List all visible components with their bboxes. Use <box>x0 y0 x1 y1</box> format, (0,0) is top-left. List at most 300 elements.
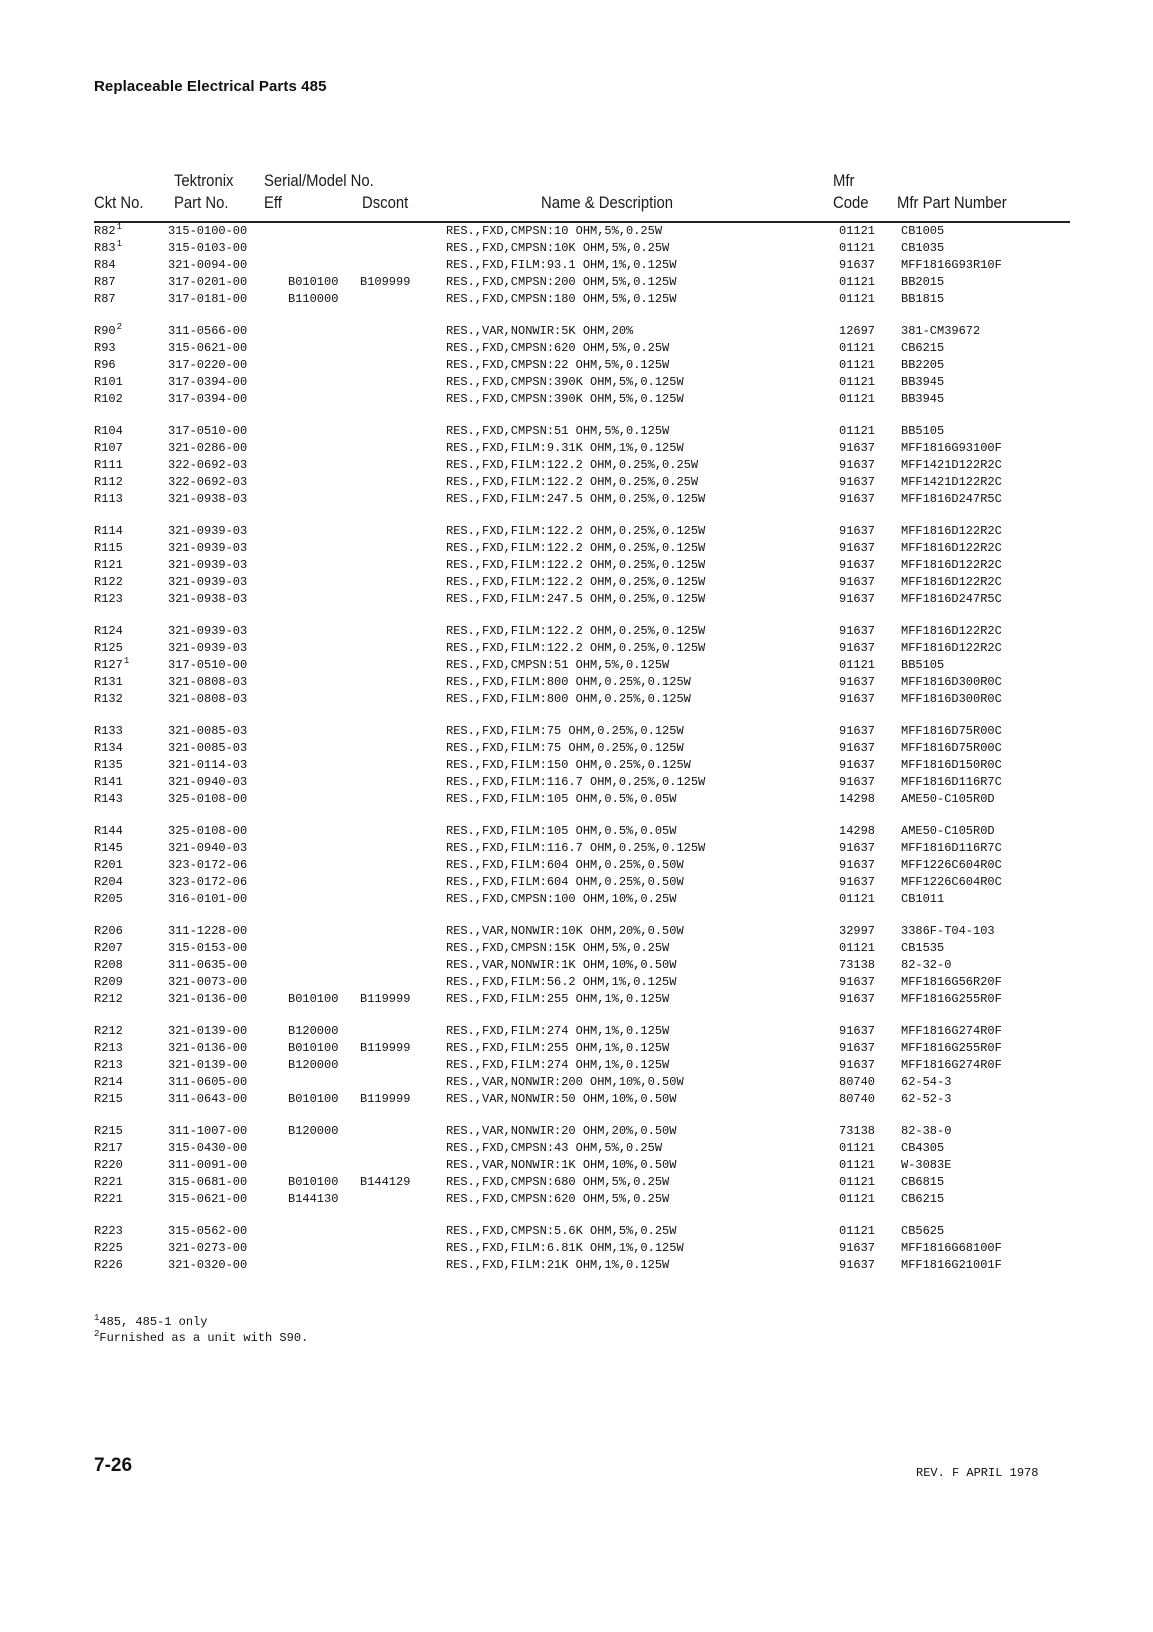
cell-mfr-code: 32997 <box>839 924 876 938</box>
cell-part-no: 311-0643-00 <box>168 1091 248 1106</box>
cell-part-no: 315-0100-00 <box>168 224 248 238</box>
cell-mfr-code: 01121 <box>839 374 876 389</box>
cell-mfr-code: 91637 <box>839 491 876 506</box>
cell-mfr-code: 01121 <box>839 224 876 238</box>
cell-part-no: 321-0136-00 <box>168 1040 248 1055</box>
cell-ckt-no: R217 <box>94 1140 123 1155</box>
cell-ckt-no: R223 <box>94 1224 123 1238</box>
cell-mfr-code: 01121 <box>839 1140 876 1155</box>
cell-ckt-no: R215 <box>94 1124 123 1138</box>
cell-description: RES.,VAR,NONWIR:10K OHM,20%,0.50W <box>446 924 684 938</box>
cell-mfr-code: 01121 <box>839 340 876 355</box>
cell-description: RES.,FXD,FILM:122.2 OHM,0.25%,0.125W <box>446 640 706 655</box>
footnote-text: 485, 485-1 only <box>99 1315 208 1329</box>
cell-part-no: 321-0286-00 <box>168 440 248 455</box>
cell-description: RES.,FXD,FILM:274 OHM,1%,0.125W <box>446 1024 670 1038</box>
cell-mfr-code: 91637 <box>839 840 876 855</box>
cell-dscont: B119999 <box>360 991 411 1006</box>
cell-description: RES.,VAR,NONWIR:1K OHM,10%,0.50W <box>446 1157 677 1172</box>
cell-eff: B110000 <box>288 291 339 306</box>
cell-mfr-code: 01121 <box>839 1174 876 1189</box>
header-mfr: Mfr <box>833 172 855 190</box>
cell-mfr-part-number: BB2205 <box>901 357 945 372</box>
cell-description: RES.,FXD,CMPSN:22 OHM,5%,0.125W <box>446 357 670 372</box>
cell-mfr-part-number: MFF1226C604R0C <box>901 857 1002 872</box>
cell-description: RES.,VAR,NONWIR:5K OHM,20% <box>446 324 634 338</box>
cell-description: RES.,FXD,FILM:9.31K OHM,1%,0.125W <box>446 440 684 455</box>
cell-mfr-code: 80740 <box>839 1074 876 1089</box>
cell-mfr-part-number: MFF1816G255R0F <box>901 1040 1002 1055</box>
cell-mfr-part-number: MFF1226C604R0C <box>901 874 1002 889</box>
cell-ckt-no: R112 <box>94 474 123 489</box>
cell-ckt-no: R221 <box>94 1191 123 1206</box>
cell-description: RES.,FXD,FILM:122.2 OHM,0.25%,0.25W <box>446 457 699 472</box>
footnote-mark: 2 <box>94 1329 100 1339</box>
header-ckt-no: Ckt No. <box>94 194 144 212</box>
cell-mfr-code: 01121 <box>839 657 876 672</box>
cell-description: RES.,FXD,FILM:75 OHM,0.25%,0.125W <box>446 740 684 755</box>
cell-description: RES.,FXD,CMPSN:15K OHM,5%,0.25W <box>446 940 670 955</box>
cell-part-no: 311-0605-00 <box>168 1074 248 1089</box>
cell-ckt-no: R226 <box>94 1257 123 1272</box>
cell-ckt-no: R132 <box>94 691 123 706</box>
cell-part-no: 311-1228-00 <box>168 924 248 938</box>
cell-mfr-code: 91637 <box>839 557 876 572</box>
cell-mfr-part-number: 381-CM39672 <box>901 324 981 338</box>
cell-mfr-code: 91637 <box>839 991 876 1006</box>
cell-mfr-code: 91637 <box>839 1057 876 1072</box>
cell-mfr-code: 12697 <box>839 324 876 338</box>
cell-description: RES.,FXD,FILM:105 OHM,0.5%,0.05W <box>446 824 677 838</box>
cell-part-no: 321-0094-00 <box>168 257 248 272</box>
cell-mfr-part-number: MFF1816D116R7C <box>901 840 1002 855</box>
cell-mfr-code: 91637 <box>839 524 876 538</box>
ckt-no-text: R127 <box>94 657 123 672</box>
cell-description: RES.,FXD,FILM:800 OHM,0.25%,0.125W <box>446 674 691 689</box>
cell-ckt-no: R104 <box>94 424 123 438</box>
cell-ckt-no: R209 <box>94 974 123 989</box>
footnote-ref: 2 <box>116 322 123 332</box>
cell-mfr-part-number: CB1035 <box>901 240 945 255</box>
cell-part-no: 311-0091-00 <box>168 1157 248 1172</box>
cell-description: RES.,FXD,FILM:56.2 OHM,1%,0.125W <box>446 974 677 989</box>
cell-ckt-no: R133 <box>94 724 123 738</box>
cell-mfr-code: 73138 <box>839 1124 876 1138</box>
cell-mfr-part-number: MFF1816G274R0F <box>901 1024 1002 1038</box>
cell-description: RES.,FXD,CMPSN:390K OHM,5%,0.125W <box>446 391 684 406</box>
cell-description: RES.,FXD,FILM:122.2 OHM,0.25%,0.25W <box>446 474 699 489</box>
cell-part-no: 321-0939-03 <box>168 574 248 589</box>
cell-mfr-code: 91637 <box>839 974 876 989</box>
cell-part-no: 311-1007-00 <box>168 1124 248 1138</box>
cell-part-no: 321-0938-03 <box>168 591 248 606</box>
cell-part-no: 325-0108-00 <box>168 791 248 806</box>
cell-description: RES.,FXD,FILM:247.5 OHM,0.25%,0.125W <box>446 491 706 506</box>
header-dscont: Dscont <box>362 194 409 212</box>
cell-mfr-code: 91637 <box>839 1040 876 1055</box>
cell-part-no: 322-0692-03 <box>168 457 248 472</box>
cell-ckt-no: R121 <box>94 557 123 572</box>
cell-mfr-part-number: CB1005 <box>901 224 945 238</box>
cell-mfr-code: 01121 <box>839 274 876 289</box>
footnote-2 <box>94 1331 308 1346</box>
cell-ckt-no: R220 <box>94 1157 123 1172</box>
cell-description: RES.,FXD,FILM:122.2 OHM,0.25%,0.125W <box>446 624 706 638</box>
cell-ckt-no: R201 <box>94 857 123 872</box>
footnote-mark: 1 <box>94 1313 100 1323</box>
cell-ckt-no: R212 <box>94 1024 123 1038</box>
cell-ckt-no: R131 <box>94 674 123 689</box>
cell-mfr-part-number: BB3945 <box>901 391 945 406</box>
cell-mfr-code: 91637 <box>839 474 876 489</box>
cell-ckt-no: R135 <box>94 757 123 772</box>
cell-mfr-part-number: W-3083E <box>901 1157 952 1172</box>
cell-mfr-part-number: AME50-C105R0D <box>901 824 995 838</box>
cell-mfr-code: 01121 <box>839 291 876 306</box>
cell-description: RES.,FXD,FILM:122.2 OHM,0.25%,0.125W <box>446 557 706 572</box>
cell-mfr-part-number: MFF1816D122R2C <box>901 624 1002 638</box>
footnote-1 <box>94 1315 207 1330</box>
cell-mfr-part-number: MFF1816G274R0F <box>901 1057 1002 1072</box>
cell-part-no: 316-0101-00 <box>168 891 248 906</box>
cell-ckt-no <box>94 324 122 339</box>
cell-ckt-no: R145 <box>94 840 123 855</box>
cell-ckt-no: R215 <box>94 1091 123 1106</box>
cell-mfr-code: 01121 <box>839 357 876 372</box>
cell-part-no: 317-0394-00 <box>168 374 248 389</box>
cell-part-no: 317-0394-00 <box>168 391 248 406</box>
footnote-ref: 1 <box>116 222 123 232</box>
cell-mfr-code: 91637 <box>839 591 876 606</box>
cell-mfr-code: 01121 <box>839 891 876 906</box>
cell-mfr-code: 01121 <box>839 1191 876 1206</box>
cell-description: RES.,FXD,FILM:150 OHM,0.25%,0.125W <box>446 757 691 772</box>
ckt-no-text: R83 <box>94 240 116 255</box>
cell-part-no: 315-0562-00 <box>168 1224 248 1238</box>
cell-mfr-part-number: MFF1816D300R0C <box>901 674 1002 689</box>
cell-ckt-no: R102 <box>94 391 123 406</box>
cell-mfr-part-number: MFF1816D122R2C <box>901 557 1002 572</box>
cell-description: RES.,FXD,FILM:75 OHM,0.25%,0.125W <box>446 724 684 738</box>
cell-part-no: 321-0139-00 <box>168 1024 248 1038</box>
cell-mfr-part-number: BB2015 <box>901 274 945 289</box>
cell-description: RES.,FXD,FILM:122.2 OHM,0.25%,0.125W <box>446 540 706 555</box>
cell-mfr-code: 73138 <box>839 957 876 972</box>
footnote-text: Furnished as a unit with S90. <box>99 1331 309 1345</box>
cell-description: RES.,FXD,FILM:247.5 OHM,0.25%,0.125W <box>446 591 706 606</box>
cell-description: RES.,FXD,CMPSN:10 OHM,5%,0.25W <box>446 224 663 238</box>
revision-note: REV. F APRIL 1978 <box>916 1466 1039 1480</box>
cell-mfr-code: 91637 <box>839 757 876 772</box>
cell-description: RES.,FXD,FILM:255 OHM,1%,0.125W <box>446 991 670 1006</box>
cell-ckt-no: R212 <box>94 991 123 1006</box>
cell-description: RES.,VAR,NONWIR:20 OHM,20%,0.50W <box>446 1124 677 1138</box>
cell-part-no: 321-0939-03 <box>168 540 248 555</box>
cell-mfr-part-number: MFF1816G255R0F <box>901 991 1002 1006</box>
cell-mfr-part-number: MFF1816G21001F <box>901 1257 1002 1272</box>
cell-mfr-code: 91637 <box>839 874 876 889</box>
cell-ckt-no: R214 <box>94 1074 123 1089</box>
cell-mfr-code: 91637 <box>839 740 876 755</box>
ckt-no-text: R90 <box>94 324 116 338</box>
cell-ckt-no: R107 <box>94 440 123 455</box>
cell-mfr-part-number: MFF1421D122R2C <box>901 457 1002 472</box>
cell-mfr-part-number: BB1815 <box>901 291 945 306</box>
cell-ckt-no: R141 <box>94 774 123 789</box>
cell-description: RES.,FXD,CMPSN:680 OHM,5%,0.25W <box>446 1174 670 1189</box>
cell-description: RES.,FXD,FILM:116.7 OHM,0.25%,0.125W <box>446 840 706 855</box>
cell-mfr-part-number: CB6815 <box>901 1174 945 1189</box>
cell-mfr-code: 01121 <box>839 240 876 255</box>
cell-eff: B120000 <box>288 1024 339 1038</box>
header-name-description: Name & Description <box>541 194 674 212</box>
cell-ckt-no: R213 <box>94 1057 123 1072</box>
header-serial-model: Serial/Model No. <box>264 172 374 190</box>
cell-mfr-part-number: BB5105 <box>901 657 945 672</box>
cell-mfr-code: 01121 <box>839 940 876 955</box>
cell-mfr-part-number: MFF1816D122R2C <box>901 640 1002 655</box>
cell-ckt-no <box>94 224 122 239</box>
cell-ckt-no: R125 <box>94 640 123 655</box>
cell-description: RES.,VAR,NONWIR:1K OHM,10%,0.50W <box>446 957 677 972</box>
cell-eff: B010100 <box>288 991 339 1006</box>
cell-part-no: 321-0139-00 <box>168 1057 248 1072</box>
cell-part-no: 315-0681-00 <box>168 1174 248 1189</box>
cell-mfr-part-number: MFF1816D247R5C <box>901 591 1002 606</box>
cell-mfr-code: 91637 <box>839 1024 876 1038</box>
cell-description: RES.,FXD,FILM:604 OHM,0.25%,0.50W <box>446 874 684 889</box>
cell-ckt-no: R123 <box>94 591 123 606</box>
cell-mfr-part-number: MFF1816D116R7C <box>901 774 1002 789</box>
cell-part-no: 321-0939-03 <box>168 524 248 538</box>
cell-mfr-part-number: MFF1816G56R20F <box>901 974 1002 989</box>
cell-description: RES.,FXD,CMPSN:10K OHM,5%,0.25W <box>446 240 670 255</box>
cell-ckt-no: R115 <box>94 540 123 555</box>
cell-mfr-code: 91637 <box>839 257 876 272</box>
cell-ckt-no: R122 <box>94 574 123 589</box>
footnote-ref: 1 <box>123 655 130 666</box>
cell-part-no: 321-0085-03 <box>168 740 248 755</box>
cell-mfr-part-number: 82-32-0 <box>901 957 952 972</box>
cell-part-no: 321-0808-03 <box>168 691 248 706</box>
cell-mfr-part-number: MFF1421D122R2C <box>901 474 1002 489</box>
header-eff: Eff <box>264 194 282 212</box>
cell-description: RES.,FXD,CMPSN:180 OHM,5%,0.125W <box>446 291 677 306</box>
cell-ckt-no <box>94 655 130 673</box>
cell-ckt-no <box>94 238 123 256</box>
cell-part-no: 317-0510-00 <box>168 657 248 672</box>
cell-part-no: 321-0114-03 <box>168 757 248 772</box>
cell-part-no: 321-0939-03 <box>168 624 248 638</box>
cell-description: RES.,FXD,FILM:122.2 OHM,0.25%,0.125W <box>446 524 706 538</box>
cell-ckt-no: R87 <box>94 274 116 289</box>
cell-part-no: 315-0621-00 <box>168 1191 248 1206</box>
cell-mfr-part-number: MFF1816D150R0C <box>901 757 1002 772</box>
cell-part-no: 315-0621-00 <box>168 340 248 355</box>
cell-description: RES.,FXD,CMPSN:620 OHM,5%,0.25W <box>446 340 670 355</box>
cell-description: RES.,FXD,FILM:93.1 OHM,1%,0.125W <box>446 257 677 272</box>
cell-part-no: 317-0181-00 <box>168 291 248 306</box>
cell-ckt-no: R134 <box>94 740 123 755</box>
cell-description: RES.,FXD,FILM:604 OHM,0.25%,0.50W <box>446 857 684 872</box>
cell-mfr-part-number: CB4305 <box>901 1140 945 1155</box>
cell-mfr-part-number: MFF1816D75R00C <box>901 740 1002 755</box>
header-tektronix: Tektronix <box>174 172 234 190</box>
cell-mfr-part-number: BB5105 <box>901 424 945 438</box>
cell-mfr-code: 91637 <box>839 674 876 689</box>
cell-mfr-part-number: 3386F-T04-103 <box>901 924 995 938</box>
cell-ckt-no: R225 <box>94 1240 123 1255</box>
cell-part-no: 321-0136-00 <box>168 991 248 1006</box>
cell-part-no: 317-0201-00 <box>168 274 248 289</box>
cell-eff: B010100 <box>288 1091 339 1106</box>
cell-ckt-no: R208 <box>94 957 123 972</box>
cell-mfr-code: 91637 <box>839 540 876 555</box>
cell-part-no: 317-0510-00 <box>168 424 248 438</box>
cell-mfr-part-number: MFF1816D247R5C <box>901 491 1002 506</box>
cell-description: RES.,FXD,FILM:122.2 OHM,0.25%,0.125W <box>446 574 706 589</box>
cell-description: RES.,FXD,CMPSN:100 OHM,10%,0.25W <box>446 891 677 906</box>
cell-mfr-code: 01121 <box>839 1224 876 1238</box>
cell-mfr-part-number: AME50-C105R0D <box>901 791 995 806</box>
cell-description: RES.,FXD,FILM:6.81K OHM,1%,0.125W <box>446 1240 684 1255</box>
cell-mfr-part-number: BB3945 <box>901 374 945 389</box>
cell-ckt-no: R204 <box>94 874 123 889</box>
cell-description: RES.,FXD,FILM:274 OHM,1%,0.125W <box>446 1057 670 1072</box>
cell-part-no: 321-0938-03 <box>168 491 248 506</box>
header-part-no: Part No. <box>174 194 229 212</box>
cell-mfr-part-number: CB6215 <box>901 340 945 355</box>
cell-mfr-part-number: MFF1816D122R2C <box>901 524 1002 538</box>
cell-mfr-part-number: MFF1816D75R00C <box>901 724 1002 738</box>
footnote-ref: 1 <box>116 238 123 249</box>
cell-mfr-code: 91637 <box>839 574 876 589</box>
cell-mfr-code: 80740 <box>839 1091 876 1106</box>
cell-part-no: 317-0220-00 <box>168 357 248 372</box>
cell-ckt-no: R206 <box>94 924 123 938</box>
cell-ckt-no: R205 <box>94 891 123 906</box>
cell-ckt-no: R93 <box>94 340 116 355</box>
cell-ckt-no: R111 <box>94 457 123 472</box>
cell-part-no: 321-0939-03 <box>168 557 248 572</box>
cell-mfr-part-number: CB5625 <box>901 1224 945 1238</box>
cell-mfr-part-number: 82-38-0 <box>901 1124 952 1138</box>
cell-description: RES.,FXD,CMPSN:43 OHM,5%,0.25W <box>446 1140 663 1155</box>
cell-mfr-part-number: CB1011 <box>901 891 945 906</box>
cell-mfr-code: 01121 <box>839 424 876 438</box>
cell-eff: B010100 <box>288 1040 339 1055</box>
cell-mfr-code: 91637 <box>839 440 876 455</box>
cell-dscont: B119999 <box>360 1091 411 1106</box>
cell-description: RES.,FXD,FILM:800 OHM,0.25%,0.125W <box>446 691 691 706</box>
cell-mfr-part-number: CB6215 <box>901 1191 945 1206</box>
cell-mfr-part-number: MFF1816D122R2C <box>901 540 1002 555</box>
cell-ckt-no: R221 <box>94 1174 123 1189</box>
cell-mfr-code: 91637 <box>839 457 876 472</box>
cell-description: RES.,FXD,FILM:255 OHM,1%,0.125W <box>446 1040 670 1055</box>
cell-description: RES.,FXD,CMPSN:51 OHM,5%,0.125W <box>446 424 670 438</box>
cell-dscont: B144129 <box>360 1174 411 1189</box>
cell-part-no: 315-0153-00 <box>168 940 248 955</box>
cell-part-no: 315-0430-00 <box>168 1140 248 1155</box>
cell-description: RES.,FXD,CMPSN:5.6K OHM,5%,0.25W <box>446 1224 677 1238</box>
cell-mfr-code: 01121 <box>839 391 876 406</box>
cell-mfr-part-number: CB1535 <box>901 940 945 955</box>
header-mfr-part-number: Mfr Part Number <box>897 194 1007 212</box>
cell-ckt-no: R84 <box>94 257 116 272</box>
cell-mfr-part-number: MFF1816D300R0C <box>901 691 1002 706</box>
cell-ckt-no: R207 <box>94 940 123 955</box>
cell-mfr-part-number: 62-52-3 <box>901 1091 952 1106</box>
cell-mfr-part-number: MFF1816G93R10F <box>901 257 1002 272</box>
cell-ckt-no: R87 <box>94 291 116 306</box>
cell-description: RES.,FXD,CMPSN:51 OHM,5%,0.125W <box>446 657 670 672</box>
page-number: 7-26 <box>94 1455 133 1476</box>
cell-mfr-part-number: MFF1816G68100F <box>901 1240 1002 1255</box>
ckt-no-text: R82 <box>94 224 116 238</box>
cell-part-no: 321-0940-03 <box>168 774 248 789</box>
cell-part-no: 322-0692-03 <box>168 474 248 489</box>
cell-eff: B010100 <box>288 274 339 289</box>
cell-part-no: 321-0808-03 <box>168 674 248 689</box>
cell-eff: B120000 <box>288 1124 339 1138</box>
cell-part-no: 311-0566-00 <box>168 324 248 338</box>
cell-dscont: B109999 <box>360 274 411 289</box>
cell-part-no: 321-0940-03 <box>168 840 248 855</box>
cell-mfr-code: 91637 <box>839 1240 876 1255</box>
cell-part-no: 323-0172-06 <box>168 857 248 872</box>
cell-description: RES.,FXD,FILM:116.7 OHM,0.25%,0.125W <box>446 774 706 789</box>
cell-part-no: 315-0103-00 <box>168 240 248 255</box>
cell-part-no: 321-0939-03 <box>168 640 248 655</box>
cell-mfr-code: 91637 <box>839 691 876 706</box>
cell-eff: B120000 <box>288 1057 339 1072</box>
cell-ckt-no: R101 <box>94 374 123 389</box>
cell-ckt-no: R124 <box>94 624 123 638</box>
cell-mfr-part-number: MFF1816D122R2C <box>901 574 1002 589</box>
cell-mfr-code: 91637 <box>839 857 876 872</box>
cell-ckt-no: R213 <box>94 1040 123 1055</box>
cell-description: RES.,VAR,NONWIR:50 OHM,10%,0.50W <box>446 1091 677 1106</box>
cell-mfr-code: 14298 <box>839 791 876 806</box>
cell-description: RES.,FXD,CMPSN:390K OHM,5%,0.125W <box>446 374 684 389</box>
cell-description: RES.,FXD,CMPSN:200 OHM,5%,0.125W <box>446 274 677 289</box>
page-title: Replaceable Electrical Parts 485 <box>94 78 327 95</box>
header-code: Code <box>833 194 869 212</box>
cell-description: RES.,FXD,FILM:21K OHM,1%,0.125W <box>446 1257 670 1272</box>
cell-mfr-part-number: MFF1816G93100F <box>901 440 1002 455</box>
cell-eff: B144130 <box>288 1191 339 1206</box>
cell-ckt-no: R113 <box>94 491 123 506</box>
cell-part-no: 321-0085-03 <box>168 724 248 738</box>
cell-part-no: 311-0635-00 <box>168 957 248 972</box>
cell-mfr-code: 14298 <box>839 824 876 838</box>
cell-part-no: 325-0108-00 <box>168 824 248 838</box>
cell-description: RES.,VAR,NONWIR:200 OHM,10%,0.50W <box>446 1074 684 1089</box>
cell-mfr-part-number: 62-54-3 <box>901 1074 952 1089</box>
cell-part-no: 323-0172-06 <box>168 874 248 889</box>
cell-part-no: 321-0273-00 <box>168 1240 248 1255</box>
cell-ckt-no: R144 <box>94 824 123 838</box>
cell-mfr-code: 91637 <box>839 1257 876 1272</box>
cell-ckt-no: R96 <box>94 357 116 372</box>
cell-mfr-code: 01121 <box>839 1157 876 1172</box>
cell-mfr-code: 91637 <box>839 774 876 789</box>
cell-part-no: 321-0320-00 <box>168 1257 248 1272</box>
cell-mfr-code: 91637 <box>839 624 876 638</box>
cell-eff: B010100 <box>288 1174 339 1189</box>
cell-dscont: B119999 <box>360 1040 411 1055</box>
